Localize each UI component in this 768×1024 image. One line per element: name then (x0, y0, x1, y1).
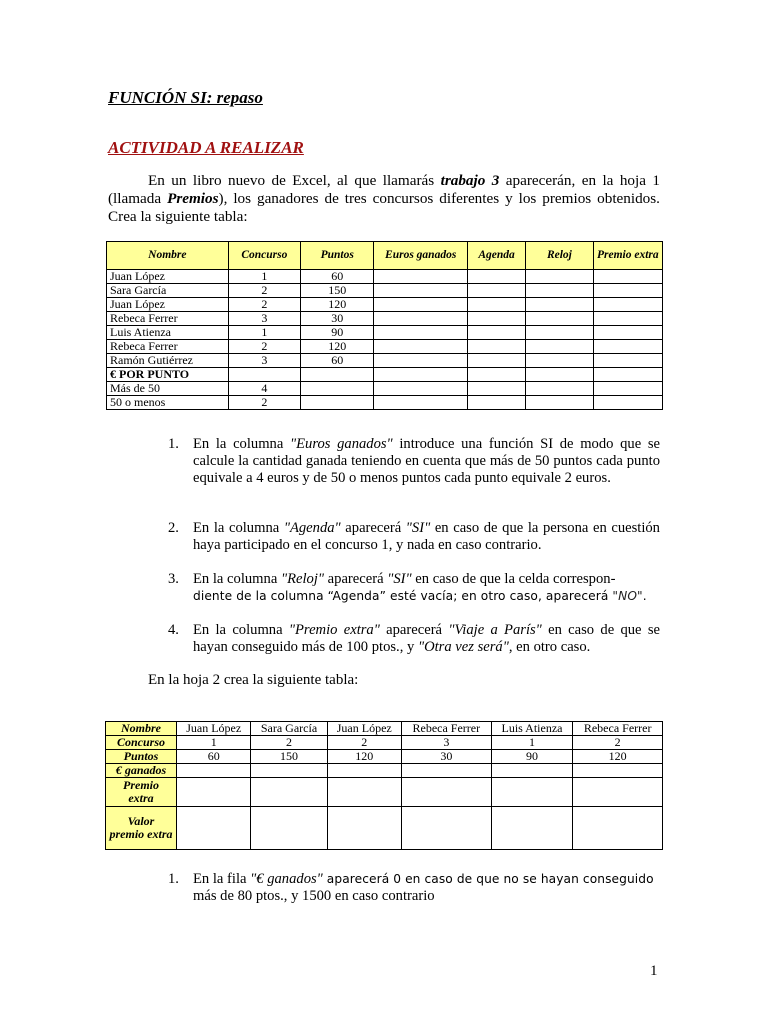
list-item: 1. En la fila "€ ganados" aparecerá 0 en caso de que no se hayan conseguido más de 80 ptos., y 1500 en caso contrario (168, 871, 654, 904)
sheet-name: Premios (167, 190, 219, 207)
row-header: Concurso (106, 736, 177, 750)
col-header: Reloj (526, 242, 593, 270)
list-item: 3. En la columna "Reloj" aparecerá "SI" en caso de que la celda correspon- diente de la columna “Agenda” esté vacía; en otro caso, aparecerá "NO". (168, 571, 647, 603)
table-row: Luis Atienza 1 90 (107, 326, 663, 340)
list-item: 2. En la columna "Agenda" aparecerá "SI" en caso de que la persona en cuestión haya participado en el concurso 1, y nada en caso contrario. (168, 520, 660, 553)
table-row: 50 o menos 2 (107, 396, 663, 410)
table-row (106, 807, 663, 850)
col-header: Euros ganados (374, 242, 468, 270)
table-hoja2 (105, 721, 663, 850)
intro-paragraph: En un libro nuevo de Excel, al que llamarás trabajo 3 aparecerán, en la hoja 1 (llamada Premios), los ganadores de tres concursos diferentes y los premios obtenidos. Crea la siguiente tabla: (108, 172, 660, 225)
list-item: 1. En la columna "Euros ganados" introduce una función SI de modo que se calcule la cantidad ganada teniendo en cuenta que más de 50 puntos cada punto equivale a 4 euros y de 50 o menos puntos cada punto equivale 2 euros. (168, 436, 660, 486)
row-header: Nombre (106, 722, 177, 736)
table-row (106, 764, 663, 778)
table-row: Más de 50 4 (107, 382, 663, 396)
book-name: trabajo 3 (440, 172, 500, 189)
table-header-row (107, 242, 663, 270)
table-row: Puntos 60 150 120 30 90 120 (106, 750, 663, 764)
table-row: Rebeca Ferrer 2 120 (107, 340, 663, 354)
activity-heading: ACTIVIDAD A REALIZAR (108, 138, 304, 157)
table-row: Rebeca Ferrer 3 30 (107, 312, 663, 326)
col-header: Nombre (107, 242, 229, 270)
row-header: Valor premio extra (106, 807, 177, 850)
col-header: Agenda (467, 242, 525, 270)
table-row: Juan López 2 120 (107, 298, 663, 312)
page-title: FUNCIÓN SI: repaso (108, 88, 263, 107)
table-row: Concurso 1 2 2 3 1 2 (106, 736, 663, 750)
table-row (106, 778, 663, 807)
row-header: Puntos (106, 750, 177, 764)
table-premios (106, 241, 663, 410)
intro-sheet2: En la hoja 2 crea la siguiente tabla: (148, 672, 359, 688)
table-row: € POR PUNTO (107, 368, 663, 382)
row-header: Premio extra (106, 778, 177, 807)
table-row: Nombre Juan López Sara García Juan López Rebeca Ferrer Luis Atienza Rebeca Ferrer (106, 722, 663, 736)
row-header: € ganados (106, 764, 177, 778)
table-row: Juan López 1 60 (107, 270, 663, 284)
list-item: 4. En la columna "Premio extra" aparecerá "Viaje a París" en caso de que se hayan conseguido más de 100 ptos., y "Otra vez será", en otro caso. (168, 622, 660, 655)
page-number: 1 (650, 963, 658, 979)
table-row: Ramón Gutiérrez 3 60 (107, 354, 663, 368)
col-header: Concurso (228, 242, 300, 270)
table-row: Sara García 2 150 (107, 284, 663, 298)
col-header: Premio extra (593, 242, 662, 270)
col-header: Puntos (301, 242, 374, 270)
